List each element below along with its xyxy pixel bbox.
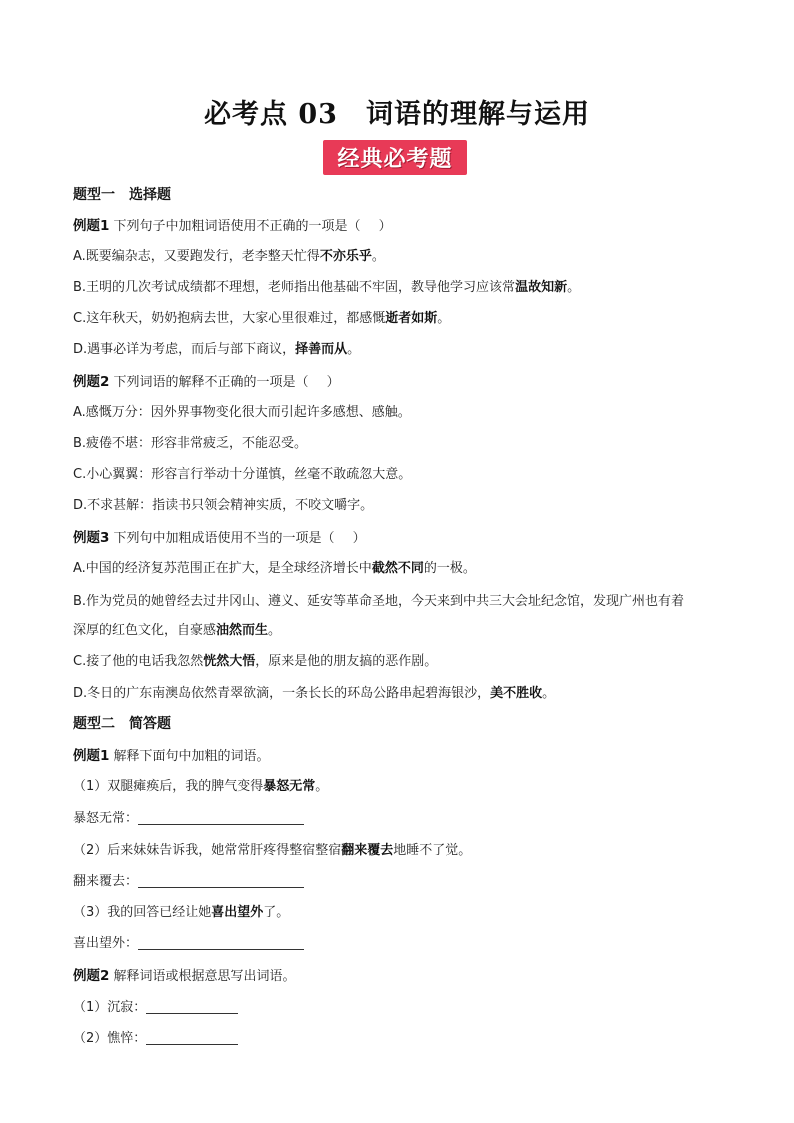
short-question-2-item-1: （1）沉寂： [73,998,238,1018]
answer-blank[interactable] [146,999,238,1014]
answer-blank[interactable] [138,935,304,950]
answer-blank[interactable] [138,873,304,888]
question-1-stem: 例题1 下列句子中加粗词语使用不正确的一项是（ ） [73,218,392,234]
question-3-stem: 例题3 下列句中加粗成语使用不当的一项是（ ） [73,530,366,546]
short-question-1-sentence-2: （2）后来妹妹告诉我，她常常肝疼得整宿整宿翻来覆去地睡不了觉。 [73,843,472,858]
question-3-option-b-line-1: B.作为党员的她曾经去过井冈山、遵义、延安等革命圣地，今天来到中共三大会址纪念馆，发现广州也有着 [73,594,685,609]
question-3-option-c: C.接了他的电话我忽然恍然大悟，原来是他的朋友搞的恶作剧。 [73,654,438,669]
short-question-2-item-2: （2）憔悴： [73,1029,238,1049]
question-2-option-c: C.小心翼翼：形容言行举动十分谨慎，丝毫不敢疏忽大意。 [73,467,412,482]
short-question-1-stem: 例题1 解释下面句中加粗的词语。 [73,748,270,764]
question-1-option-c: C.这年秋天，奶奶抱病去世，大家心里很难过，都感慨逝者如斯。 [73,311,451,326]
question-2-stem: 例题2 下列词语的解释不正确的一项是（ ） [73,374,340,390]
short-question-2-stem: 例题2 解释词语或根据意思写出词语。 [73,968,296,984]
short-question-1-sentence-3: （3）我的回答已经让她喜出望外了。 [73,905,290,920]
question-1-option-a: A.既要编杂志，又要跑发行，老李整天忙得不亦乐乎。 [73,249,385,264]
section-heading-short-answer: 题型二 简答题 [73,716,171,732]
question-1-option-d: D.遇事必详为考虑，而后与部下商议，择善而从。 [73,342,361,357]
short-question-1-answer-1: 暴怒无常： [73,809,304,829]
question-2-option-d: D.不求甚解：指读书只领会精神实质，不咬文嚼字。 [73,498,374,513]
section-heading-choice: 题型一 选择题 [73,187,171,203]
question-3-option-a: A.中国的经济复苏范围正在扩大，是全球经济增长中截然不同的一极。 [73,561,476,576]
short-question-1-sentence-1: （1）双腿瘫痪后，我的脾气变得暴怒无常。 [73,779,329,794]
answer-blank[interactable] [138,810,304,825]
question-1-option-b: B.王明的几次考试成绩都不理想，老师指出他基础不牢固，教导他学习应该常温故知新。 [73,280,581,295]
page-title: 必考点 03 词语的理解与运用 [204,99,590,130]
classic-questions-banner [323,140,467,175]
question-2-option-b: B.疲倦不堪：形容非常疲乏，不能忍受。 [73,436,308,451]
answer-blank[interactable] [146,1030,238,1045]
short-question-1-answer-2: 翻来覆去： [73,872,304,892]
question-2-option-a: A.感慨万分：因外界事物变化很大而引起许多感想、感触。 [73,405,411,420]
short-question-1-answer-3: 喜出望外： [73,934,304,954]
banner-label: 经典必考题 [337,147,453,172]
question-3-option-b-line-2: 深厚的红色文化，自豪感油然而生。 [73,623,282,638]
question-3-option-d: D.冬日的广东南澳岛依然青翠欲滴，一条长长的环岛公路串起碧海银沙，美不胜收。 [73,686,556,701]
